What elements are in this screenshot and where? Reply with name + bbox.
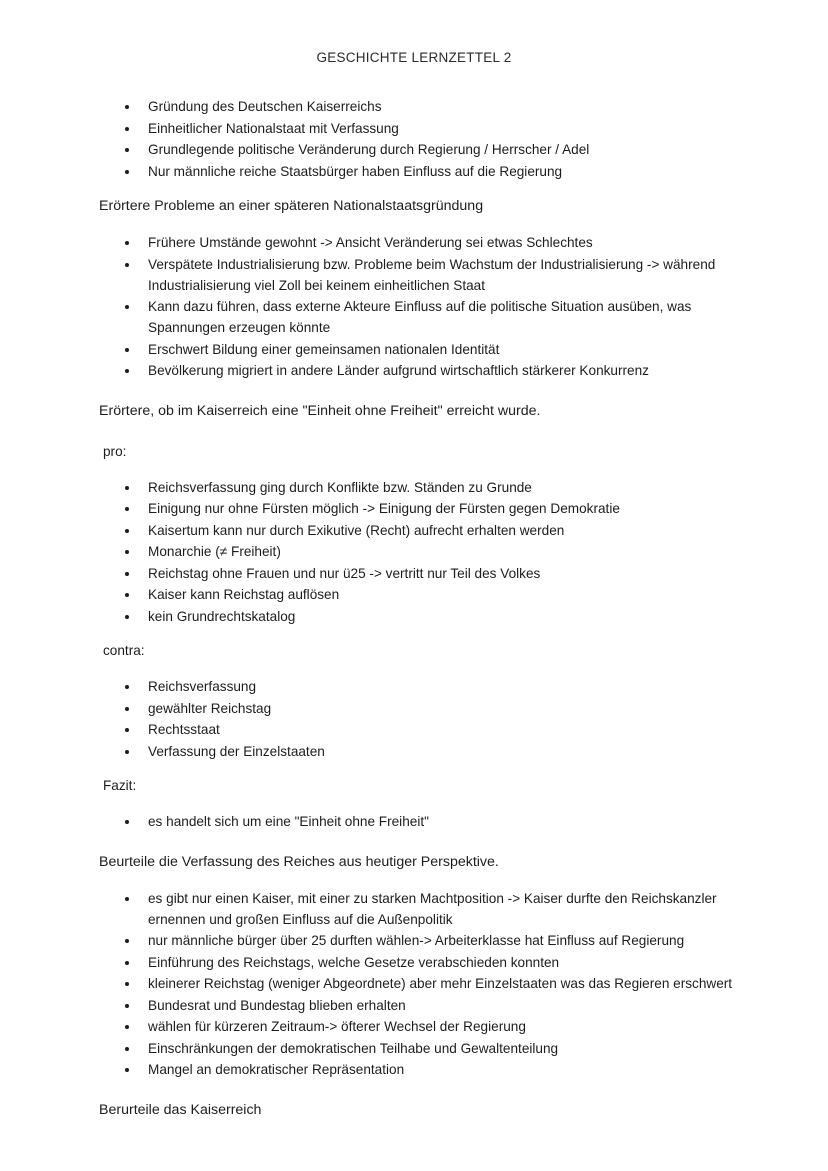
section-probleme [99,196,733,381]
list-item [99,296,733,338]
probleme-bullet-list [99,232,733,381]
contra-bullet-list [99,676,733,762]
spacer [99,627,733,641]
list-item [99,232,733,253]
list-item [99,930,733,951]
list-item-text: es handelt sich um eine "Einheit ohne Freiheit" [148,814,429,829]
spacer [99,833,733,852]
spacer [99,1081,733,1100]
section-heading: Erörtere Probleme an einer späteren Nationalstaatsgründung [99,198,484,214]
list-item [99,360,733,381]
fazit-label: Fazit: [103,778,137,793]
list-item-text: gewählter Reichstag [148,700,272,716]
list-item-text: Mangel an demokratischer Repräsentation [148,1062,405,1077]
list-item-text: Einheitlicher Nationalstaat mit Verfassung [148,120,399,136]
spacer [99,382,733,401]
spacer [99,762,733,776]
list-item [99,339,733,360]
list-item-text: Einführung des Reichstags, welche Gesetze verabschieden konnten [148,954,560,970]
list-item [99,888,733,930]
list-item-text: Reichsverfassung [148,679,257,694]
list-item [99,606,733,627]
list-item-text: Kaiser kann Reichstag auflösen [148,587,340,602]
list-item [99,1038,733,1059]
list-item [99,584,733,605]
list-item [99,973,733,994]
list-item-text: kein Grundrechtskatalog [148,608,296,624]
section-beurteile-verfassung [99,852,733,1081]
section-heading: Erörtere, ob im Kaiserreich eine "Einheit ohne Freiheit" erreicht wurde. [99,402,541,419]
list-item [99,698,733,719]
list-item [99,96,733,117]
list-item [99,719,733,740]
spacer [99,428,733,442]
list-item-text: Monarchie (≠ Freiheit) [148,544,281,559]
beurteile-bullet-list [99,888,733,1081]
spacer [99,802,733,811]
list-item [99,254,733,296]
pro-bullet-list [99,477,733,627]
list-item [99,520,733,541]
document-body [99,96,733,1127]
list-item-text: Gründung des Deutschen Kaiserreichs [148,99,382,114]
list-item-text: es gibt nur einen Kaiser, mit einer zu starken Machtposition -> Kaiser durfte den Reichskanzler ernennen und großen Einfluss auf die Außenpolitik [148,890,717,927]
list-item [99,477,733,498]
section-heading: Beurteile die Verfassung des Reiches aus heutiger Perspektive. [99,853,499,870]
list-item [99,139,733,160]
intro-bullet-list [99,96,733,182]
spacer [99,468,733,477]
list-item-text: Einschränkungen der demokratischen Teilhabe und Gewaltenteilung [148,1040,559,1056]
list-item [99,995,733,1016]
list-item-text: nur männliche bürger über 25 durften wählen-> Arbeiterklasse hat Einfluss auf Regierung [148,933,685,948]
list-item [99,811,733,832]
list-item [99,952,733,973]
list-item-text: Grundlegende politische Veränderung durch Regierung / Herrscher / Adel [148,142,590,157]
list-item [99,563,733,584]
section-einheit-ohne-freiheit [99,401,733,833]
list-item-text: Frühere Umstände gewohnt -> Ansicht Veränderung sei etwas Schlechtes [148,235,593,250]
list-item [99,541,733,562]
list-item [99,1016,733,1037]
list-item [99,741,733,762]
spacer [99,667,733,676]
pro-label: pro: [103,443,127,459]
list-item-text: Verfassung der Einzelstaaten [148,743,325,759]
page-title: GESCHICHTE LERNZETTEL 2 [316,50,512,65]
list-item-text: Rechtsstaat [148,722,220,737]
list-item [99,498,733,519]
list-item-text: Erschwert Bildung einer gemeinsamen nationalen Identität [148,341,500,357]
list-item-text: Nur männliche reiche Staatsbürger haben Einfluss auf die Regierung [148,163,563,179]
list-item-text: Bevölkerung migriert in andere Länder aufgrund wirtschaftlich stärkerer Konkurrenz [148,363,649,378]
list-item-text: Reichstag ohne Frauen und nur ü25 -> vertritt nur Teil des Volkes [148,565,541,581]
spacer [99,879,733,888]
list-item-text: Einigung nur ohne Fürsten möglich -> Einigung der Fürsten gegen Demokratie [148,501,620,516]
list-item-text: Kaisertum kann nur durch Exikutive (Recht) aufrecht erhalten werden [148,522,565,538]
contra-label: contra: [103,643,145,658]
section-berurteile-kaiserreich [99,1100,733,1121]
list-item [99,1059,733,1080]
list-item [99,161,733,182]
spacer [99,182,733,196]
list-item [99,676,733,697]
spacer [99,223,733,232]
list-item-text: Reichsverfassung ging durch Konflikte bzw. Ständen zu Grunde [148,479,532,495]
section-heading: Berurteile das Kaiserreich [99,1101,262,1118]
list-item-text: Bundesrat und Bundestag blieben erhalten [148,997,406,1013]
fazit-bullet-list [99,811,733,832]
list-item-text: kleinerer Reichstag (weniger Abgeordnete) aber mehr Einzelstaaten was das Regieren erschwert [148,976,733,991]
list-item [99,118,733,139]
list-item-text: wählen für kürzeren Zeitraum-> öfterer Wechsel der Regierung [148,1019,526,1034]
list-item-text: Kann dazu führen, dass externe Akteure Einfluss auf die politische Situation ausüben, was Spannungen erzeugen könnte [148,299,692,335]
list-item-text: Verspätete Industrialisierung bzw. Probleme beim Wachstum der Industrialisierung -> während Industrialisierung viel Zoll bei keinem einheitlichen Staat [148,256,716,293]
